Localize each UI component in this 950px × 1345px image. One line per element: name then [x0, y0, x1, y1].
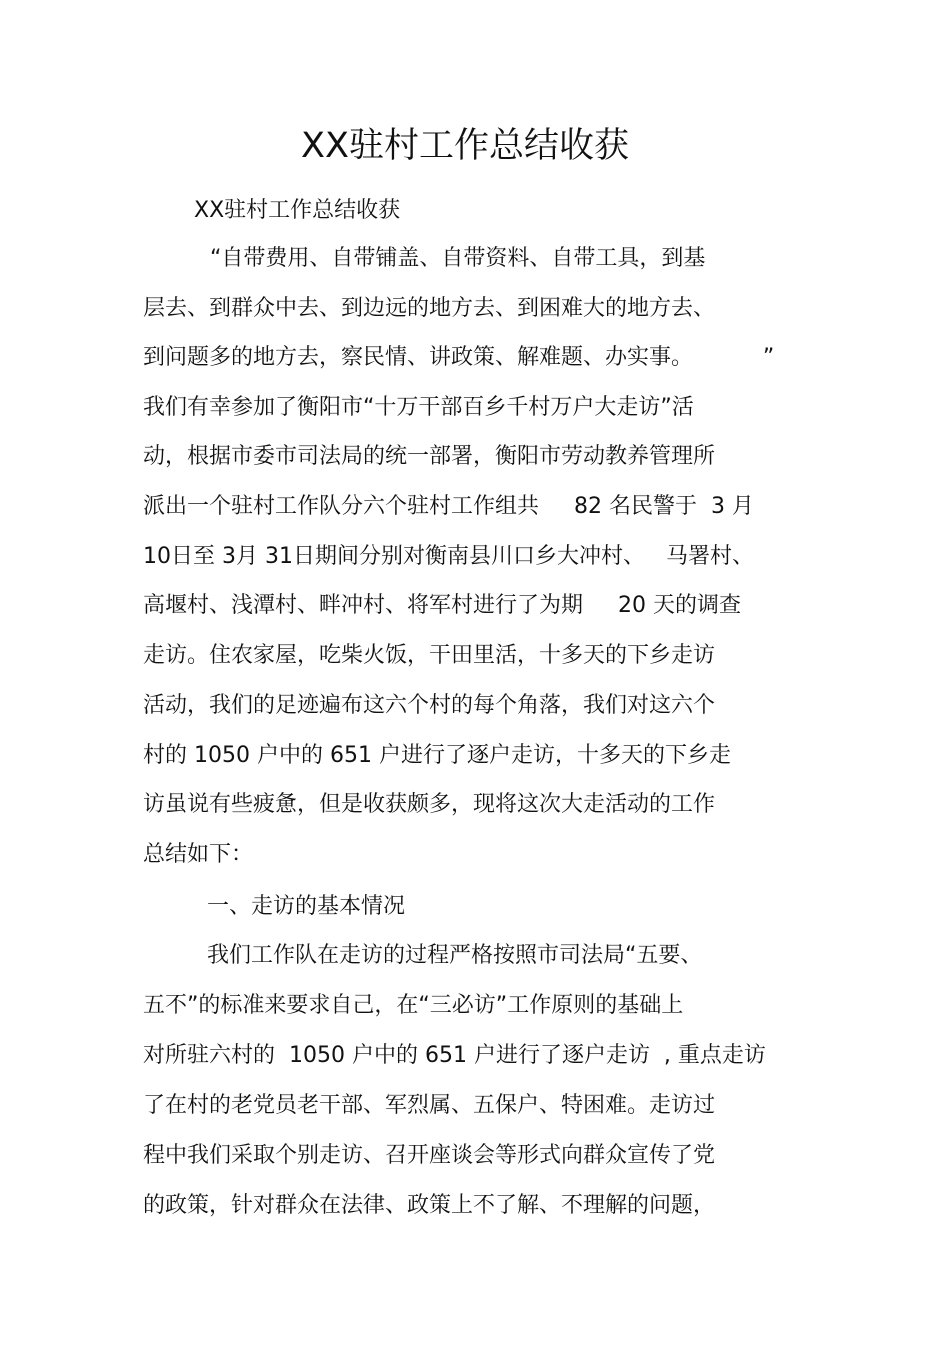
text-line: 我们工作队在走访的过程严格按照市司法局“五要、 [207, 943, 703, 968]
text-line: 到问题多的地方去，察民情、讲政策、解难题、办实事。 ” [143, 345, 775, 370]
text-line: 我们有幸参加了衡阳市“十万干部百乡千村万户大走访”活 [143, 395, 694, 420]
subtitle-line: XX驻村工作总结收获 [194, 198, 401, 223]
text-line: 对所驻六村的 1050 户中的 651 户进行了逐户走访 , 重点走访 [143, 1043, 766, 1068]
text-line: 活动，我们的足迹遍布这六个村的每个角落，我们对这六个 [143, 693, 716, 718]
text-line: 10日至 3月 31日期间分别对衡南县川口乡大冲村、 马署村、 [143, 544, 754, 569]
text-line: 访虽说有些疲惫，但是收获颇多，现将这次大走活动的工作 [143, 792, 716, 817]
text-line: 高堰村、浅潭村、畔冲村、将军村进行了为期 20 天的调查 [143, 593, 741, 618]
text-line: 村的 1050 户中的 651 户进行了逐户走访，十多天的下乡走 [143, 743, 731, 768]
text-line: 程中我们采取个别走访、召开座谈会等形式向群众宣传了党 [143, 1143, 716, 1168]
text-line: 层去、到群众中去、到边远的地方去、到困难大的地方去、 [143, 296, 716, 321]
section-heading: 一、走访的基本情况 [207, 894, 406, 919]
text-line: 走访。住农家屋，吃柴火饭，干田里活，十多天的下乡走访 [143, 643, 716, 668]
text-line: “自带费用、自带铺盖、自带资料、自带工具，到基 [210, 246, 706, 271]
text-line: 五不”的标准来要求自己，在“三必访”工作原则的基础上 [143, 993, 684, 1018]
text-line: 的政策，针对群众在法律、政策上不了解、不理解的问题， [143, 1193, 716, 1218]
text-line: 派出一个驻村工作队分六个驻村工作组共 82 名民警于 3 月 [143, 494, 754, 519]
document-title: XX驻村工作总结收获 [301, 126, 629, 166]
text-line: 动，根据市委市司法局的统一部署，衡阳市劳动教养管理所 [143, 444, 716, 469]
text-line: 总结如下： [143, 842, 254, 867]
text-line: 了在村的老党员老干部、军烈属、五保户、特困难。走访过 [143, 1093, 716, 1118]
